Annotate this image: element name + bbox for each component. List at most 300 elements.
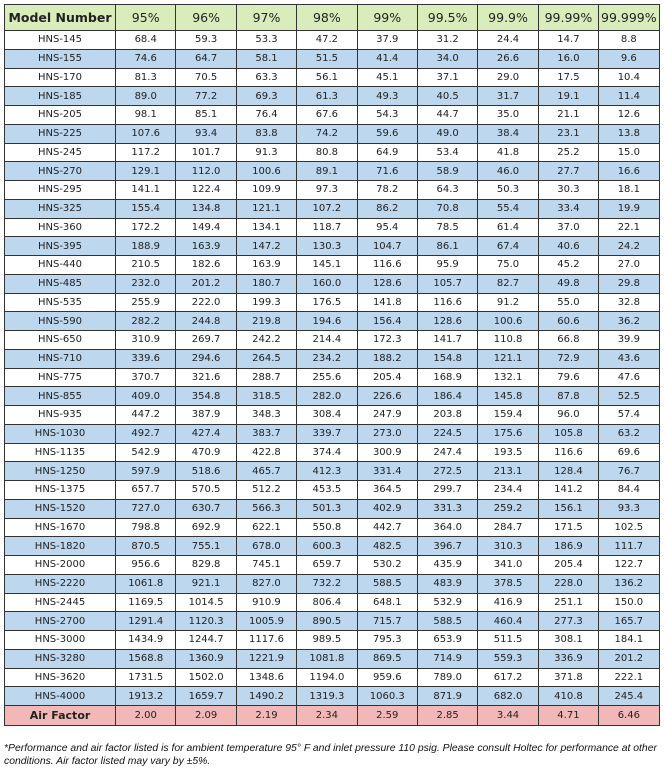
- value-cell: 74.2: [297, 124, 357, 143]
- value-cell: 59.6: [357, 124, 417, 143]
- value-cell: 234.4: [478, 481, 538, 500]
- value-cell: 600.3: [297, 537, 357, 556]
- value-cell: 371.8: [538, 668, 598, 687]
- value-cell: 374.4: [297, 443, 357, 462]
- value-cell: 38.4: [478, 124, 538, 143]
- value-cell: 67.6: [297, 106, 357, 125]
- value-cell: 201.2: [599, 649, 659, 668]
- model-number-cell: HNS-1135: [5, 443, 116, 462]
- value-cell: 11.4: [599, 87, 659, 106]
- air-factor-label: Air Factor: [5, 706, 116, 726]
- value-cell: 15.0: [599, 143, 659, 162]
- value-cell: 10.4: [599, 68, 659, 87]
- value-cell: 45.2: [538, 256, 598, 275]
- value-cell: 159.4: [478, 406, 538, 425]
- table-row: [5, 556, 660, 575]
- value-cell: 727.0: [116, 499, 176, 518]
- value-cell: 308.4: [297, 406, 357, 425]
- value-cell: 659.7: [297, 556, 357, 575]
- value-cell: 107.6: [116, 124, 176, 143]
- value-cell: 141.7: [417, 331, 477, 350]
- value-cell: 714.9: [417, 649, 477, 668]
- value-cell: 64.9: [357, 143, 417, 162]
- value-cell: 745.1: [236, 556, 296, 575]
- air-factor-value: 2.59: [357, 706, 417, 726]
- value-cell: 308.1: [538, 631, 598, 650]
- model-number-cell: HNS-1520: [5, 499, 116, 518]
- value-cell: 180.7: [236, 274, 296, 293]
- value-cell: 24.4: [478, 31, 538, 50]
- value-cell: 32.8: [599, 293, 659, 312]
- value-cell: 201.2: [176, 274, 236, 293]
- value-cell: 64.3: [417, 181, 477, 200]
- model-number-cell: HNS-590: [5, 312, 116, 331]
- value-cell: 277.3: [538, 612, 598, 631]
- value-cell: 145.8: [478, 387, 538, 406]
- value-cell: 559.3: [478, 649, 538, 668]
- value-cell: 61.4: [478, 218, 538, 237]
- value-cell: 141.8: [357, 293, 417, 312]
- value-cell: 116.6: [538, 443, 598, 462]
- value-cell: 160.0: [297, 274, 357, 293]
- air-factor-value: 2.19: [236, 706, 296, 726]
- value-cell: 78.5: [417, 218, 477, 237]
- value-cell: 149.4: [176, 218, 236, 237]
- value-cell: 956.6: [116, 556, 176, 575]
- value-cell: 378.5: [478, 574, 538, 593]
- model-number-cell: HNS-440: [5, 256, 116, 275]
- model-number-cell: HNS-325: [5, 199, 116, 218]
- value-cell: 17.5: [538, 68, 598, 87]
- value-cell: 354.8: [176, 387, 236, 406]
- value-cell: 1568.8: [116, 649, 176, 668]
- value-cell: 121.1: [236, 199, 296, 218]
- value-cell: 33.4: [538, 199, 598, 218]
- column-header-efficiency: 97%: [236, 5, 296, 31]
- value-cell: 76.4: [236, 106, 296, 125]
- value-cell: 921.1: [176, 574, 236, 593]
- value-cell: 1194.0: [297, 668, 357, 687]
- table-row: [5, 199, 660, 218]
- value-cell: 116.6: [417, 293, 477, 312]
- value-cell: 40.5: [417, 87, 477, 106]
- value-cell: 175.6: [478, 424, 538, 443]
- value-cell: 409.0: [116, 387, 176, 406]
- value-cell: 300.9: [357, 443, 417, 462]
- value-cell: 331.3: [417, 499, 477, 518]
- value-cell: 1081.8: [297, 649, 357, 668]
- air-factor-value: 2.34: [297, 706, 357, 726]
- value-cell: 100.6: [236, 162, 296, 181]
- value-cell: 1913.2: [116, 687, 176, 706]
- column-header-efficiency: 99.5%: [417, 5, 477, 31]
- value-cell: 1221.9: [236, 649, 296, 668]
- value-cell: 134.1: [236, 218, 296, 237]
- value-cell: 130.3: [297, 237, 357, 256]
- value-cell: 23.1: [538, 124, 598, 143]
- value-cell: 542.9: [116, 443, 176, 462]
- model-number-cell: HNS-1820: [5, 537, 116, 556]
- value-cell: 82.7: [478, 274, 538, 293]
- value-cell: 116.6: [357, 256, 417, 275]
- value-cell: 341.0: [478, 556, 538, 575]
- value-cell: 829.8: [176, 556, 236, 575]
- value-cell: 310.3: [478, 537, 538, 556]
- footnote: *Performance and air factor listed is for ambient temperature 95° F and inlet pressure 110 psig. Please consult Holtec for performance at other conditions. Air factor listed may vary by ±5%.: [4, 743, 657, 767]
- value-cell: 8.8: [599, 31, 659, 50]
- value-cell: 630.7: [176, 499, 236, 518]
- value-cell: 422.8: [236, 443, 296, 462]
- value-cell: 34.0: [417, 49, 477, 68]
- column-header-efficiency: 98%: [297, 5, 357, 31]
- value-cell: 205.4: [538, 556, 598, 575]
- value-cell: 101.7: [176, 143, 236, 162]
- table-row: [5, 331, 660, 350]
- table-row: [5, 649, 660, 668]
- value-cell: 29.0: [478, 68, 538, 87]
- value-cell: 50.3: [478, 181, 538, 200]
- value-cell: 24.2: [599, 237, 659, 256]
- value-cell: 827.0: [236, 574, 296, 593]
- value-cell: 247.9: [357, 406, 417, 425]
- model-number-cell: HNS-2700: [5, 612, 116, 631]
- value-cell: 37.9: [357, 31, 417, 50]
- value-cell: 465.7: [236, 462, 296, 481]
- model-number-cell: HNS-395: [5, 237, 116, 256]
- value-cell: 95.4: [357, 218, 417, 237]
- value-cell: 245.4: [599, 687, 659, 706]
- value-cell: 83.8: [236, 124, 296, 143]
- air-factor-value: 4.71: [538, 706, 598, 726]
- value-cell: 1120.3: [176, 612, 236, 631]
- value-cell: 93.3: [599, 499, 659, 518]
- value-cell: 657.7: [116, 481, 176, 500]
- model-number-cell: HNS-935: [5, 406, 116, 425]
- value-cell: 1490.2: [236, 687, 296, 706]
- column-header-efficiency: 99%: [357, 5, 417, 31]
- model-number-cell: HNS-295: [5, 181, 116, 200]
- value-cell: 47.2: [297, 31, 357, 50]
- value-cell: 1502.0: [176, 668, 236, 687]
- value-cell: 104.7: [357, 237, 417, 256]
- value-cell: 310.9: [116, 331, 176, 350]
- value-cell: 460.4: [478, 612, 538, 631]
- table-row: [5, 143, 660, 162]
- column-header-efficiency: 99.999%: [599, 5, 659, 31]
- model-number-cell: HNS-650: [5, 331, 116, 350]
- value-cell: 321.6: [176, 368, 236, 387]
- value-cell: 203.8: [417, 406, 477, 425]
- value-cell: 255.9: [116, 293, 176, 312]
- value-cell: 1244.7: [176, 631, 236, 650]
- value-cell: 1360.9: [176, 649, 236, 668]
- value-cell: 53.4: [417, 143, 477, 162]
- value-cell: 501.3: [297, 499, 357, 518]
- value-cell: 163.9: [176, 237, 236, 256]
- value-cell: 1659.7: [176, 687, 236, 706]
- value-cell: 186.4: [417, 387, 477, 406]
- model-number-cell: HNS-145: [5, 31, 116, 50]
- model-number-cell: HNS-155: [5, 49, 116, 68]
- value-cell: 299.7: [417, 481, 477, 500]
- air-factor-value: 3.44: [478, 706, 538, 726]
- value-cell: 364.0: [417, 518, 477, 537]
- value-cell: 205.4: [357, 368, 417, 387]
- value-cell: 27.0: [599, 256, 659, 275]
- model-number-cell: HNS-1250: [5, 462, 116, 481]
- value-cell: 288.7: [236, 368, 296, 387]
- value-cell: 45.1: [357, 68, 417, 87]
- value-cell: 188.9: [116, 237, 176, 256]
- value-cell: 87.8: [538, 387, 598, 406]
- value-cell: 58.1: [236, 49, 296, 68]
- value-cell: 74.6: [116, 49, 176, 68]
- table-row: [5, 443, 660, 462]
- value-cell: 107.2: [297, 199, 357, 218]
- value-cell: 27.7: [538, 162, 598, 181]
- value-cell: 141.2: [538, 481, 598, 500]
- value-cell: 588.5: [357, 574, 417, 593]
- value-cell: 383.7: [236, 424, 296, 443]
- value-cell: 1005.9: [236, 612, 296, 631]
- value-cell: 44.7: [417, 106, 477, 125]
- value-cell: 224.5: [417, 424, 477, 443]
- value-cell: 31.2: [417, 31, 477, 50]
- value-cell: 132.1: [478, 368, 538, 387]
- value-cell: 284.7: [478, 518, 538, 537]
- value-cell: 798.8: [116, 518, 176, 537]
- value-cell: 84.4: [599, 481, 659, 500]
- value-cell: 53.3: [236, 31, 296, 50]
- table-row: [5, 518, 660, 537]
- value-cell: 47.6: [599, 368, 659, 387]
- value-cell: 69.6: [599, 443, 659, 462]
- column-header-efficiency: 95%: [116, 5, 176, 31]
- value-cell: 806.4: [297, 593, 357, 612]
- value-cell: 1319.3: [297, 687, 357, 706]
- table-row: [5, 462, 660, 481]
- value-cell: 1117.6: [236, 631, 296, 650]
- model-number-cell: HNS-170: [5, 68, 116, 87]
- model-number-cell: HNS-485: [5, 274, 116, 293]
- value-cell: 294.6: [176, 349, 236, 368]
- value-cell: 453.5: [297, 481, 357, 500]
- table-row: [5, 124, 660, 143]
- air-factor-value: 2.00: [116, 706, 176, 726]
- value-cell: 1014.5: [176, 593, 236, 612]
- value-cell: 69.3: [236, 87, 296, 106]
- value-cell: 64.7: [176, 49, 236, 68]
- value-cell: 869.5: [357, 649, 417, 668]
- value-cell: 331.4: [357, 462, 417, 481]
- value-cell: 1291.4: [116, 612, 176, 631]
- value-cell: 72.9: [538, 349, 598, 368]
- value-cell: 59.3: [176, 31, 236, 50]
- value-cell: 30.3: [538, 181, 598, 200]
- table-row: [5, 162, 660, 181]
- model-number-cell: HNS-185: [5, 87, 116, 106]
- table-row: [5, 31, 660, 50]
- value-cell: 597.9: [116, 462, 176, 481]
- value-cell: 442.7: [357, 518, 417, 537]
- value-cell: 49.0: [417, 124, 477, 143]
- value-cell: 1169.5: [116, 593, 176, 612]
- value-cell: 617.2: [478, 668, 538, 687]
- value-cell: 755.1: [176, 537, 236, 556]
- value-cell: 29.8: [599, 274, 659, 293]
- table-row: [5, 424, 660, 443]
- value-cell: 789.0: [417, 668, 477, 687]
- table-row: [5, 593, 660, 612]
- model-number-cell: HNS-2445: [5, 593, 116, 612]
- value-cell: 188.2: [357, 349, 417, 368]
- value-cell: 184.1: [599, 631, 659, 650]
- value-cell: 165.7: [599, 612, 659, 631]
- table-row: [5, 293, 660, 312]
- value-cell: 55.4: [478, 199, 538, 218]
- value-cell: 43.6: [599, 349, 659, 368]
- value-cell: 1348.6: [236, 668, 296, 687]
- value-cell: 66.8: [538, 331, 598, 350]
- table-row: [5, 312, 660, 331]
- value-cell: 890.5: [297, 612, 357, 631]
- value-cell: 959.6: [357, 668, 417, 687]
- value-cell: 154.8: [417, 349, 477, 368]
- value-cell: 989.5: [297, 631, 357, 650]
- value-cell: 61.3: [297, 87, 357, 106]
- value-cell: 172.2: [116, 218, 176, 237]
- value-cell: 19.9: [599, 199, 659, 218]
- value-cell: 110.8: [478, 331, 538, 350]
- value-cell: 16.6: [599, 162, 659, 181]
- value-cell: 259.2: [478, 499, 538, 518]
- value-cell: 1434.9: [116, 631, 176, 650]
- model-number-cell: HNS-1375: [5, 481, 116, 500]
- value-cell: 416.9: [478, 593, 538, 612]
- value-cell: 77.2: [176, 87, 236, 106]
- value-cell: 1060.3: [357, 687, 417, 706]
- model-number-cell: HNS-775: [5, 368, 116, 387]
- table-row: [5, 499, 660, 518]
- value-cell: 348.3: [236, 406, 296, 425]
- value-cell: 35.0: [478, 106, 538, 125]
- value-cell: 97.3: [297, 181, 357, 200]
- value-cell: 155.4: [116, 199, 176, 218]
- value-cell: 272.5: [417, 462, 477, 481]
- value-cell: 518.6: [176, 462, 236, 481]
- value-cell: 129.1: [116, 162, 176, 181]
- value-cell: 95.9: [417, 256, 477, 275]
- model-number-cell: HNS-3280: [5, 649, 116, 668]
- value-cell: 122.7: [599, 556, 659, 575]
- value-cell: 412.3: [297, 462, 357, 481]
- value-cell: 54.3: [357, 106, 417, 125]
- model-number-cell: HNS-855: [5, 387, 116, 406]
- value-cell: 213.1: [478, 462, 538, 481]
- value-cell: 128.4: [538, 462, 598, 481]
- model-number-cell: HNS-2220: [5, 574, 116, 593]
- value-cell: 622.1: [236, 518, 296, 537]
- table-row: [5, 68, 660, 87]
- value-cell: 336.9: [538, 649, 598, 668]
- value-cell: 79.6: [538, 368, 598, 387]
- table-row: [5, 349, 660, 368]
- table-row: [5, 687, 660, 706]
- value-cell: 199.3: [236, 293, 296, 312]
- value-cell: 12.6: [599, 106, 659, 125]
- value-cell: 482.5: [357, 537, 417, 556]
- value-cell: 141.1: [116, 181, 176, 200]
- model-number-cell: HNS-225: [5, 124, 116, 143]
- model-number-cell: HNS-3620: [5, 668, 116, 687]
- value-cell: 18.1: [599, 181, 659, 200]
- table-row: [5, 387, 660, 406]
- value-cell: 244.8: [176, 312, 236, 331]
- model-number-cell: HNS-2000: [5, 556, 116, 575]
- value-cell: 387.9: [176, 406, 236, 425]
- value-cell: 570.5: [176, 481, 236, 500]
- column-header-model-number: Model Number: [5, 5, 116, 31]
- value-cell: 46.0: [478, 162, 538, 181]
- value-cell: 171.5: [538, 518, 598, 537]
- value-cell: 118.7: [297, 218, 357, 237]
- value-cell: 128.6: [417, 312, 477, 331]
- value-cell: 78.2: [357, 181, 417, 200]
- value-cell: 86.1: [417, 237, 477, 256]
- table-row: [5, 87, 660, 106]
- value-cell: 150.0: [599, 593, 659, 612]
- value-cell: 51.5: [297, 49, 357, 68]
- value-cell: 396.7: [417, 537, 477, 556]
- value-cell: 242.2: [236, 331, 296, 350]
- value-cell: 25.2: [538, 143, 598, 162]
- value-cell: 68.4: [116, 31, 176, 50]
- value-cell: 194.6: [297, 312, 357, 331]
- value-cell: 80.8: [297, 143, 357, 162]
- value-cell: 156.4: [357, 312, 417, 331]
- table-row: [5, 106, 660, 125]
- table-row: [5, 406, 660, 425]
- value-cell: 193.5: [478, 443, 538, 462]
- value-cell: 219.8: [236, 312, 296, 331]
- value-cell: 182.6: [176, 256, 236, 275]
- value-cell: 435.9: [417, 556, 477, 575]
- value-cell: 26.6: [478, 49, 538, 68]
- value-cell: 226.6: [357, 387, 417, 406]
- value-cell: 76.7: [599, 462, 659, 481]
- value-cell: 1731.5: [116, 668, 176, 687]
- table-row: [5, 181, 660, 200]
- value-cell: 136.2: [599, 574, 659, 593]
- value-cell: 91.2: [478, 293, 538, 312]
- value-cell: 91.3: [236, 143, 296, 162]
- value-cell: 55.0: [538, 293, 598, 312]
- value-cell: 70.8: [417, 199, 477, 218]
- value-cell: 532.9: [417, 593, 477, 612]
- value-cell: 550.8: [297, 518, 357, 537]
- table-row: [5, 218, 660, 237]
- value-cell: 214.4: [297, 331, 357, 350]
- value-cell: 41.8: [478, 143, 538, 162]
- value-cell: 89.1: [297, 162, 357, 181]
- value-cell: 37.1: [417, 68, 477, 87]
- value-cell: 49.8: [538, 274, 598, 293]
- value-cell: 102.5: [599, 518, 659, 537]
- header-row: [5, 5, 660, 31]
- value-cell: 86.2: [357, 199, 417, 218]
- value-cell: 247.4: [417, 443, 477, 462]
- value-cell: 98.1: [116, 106, 176, 125]
